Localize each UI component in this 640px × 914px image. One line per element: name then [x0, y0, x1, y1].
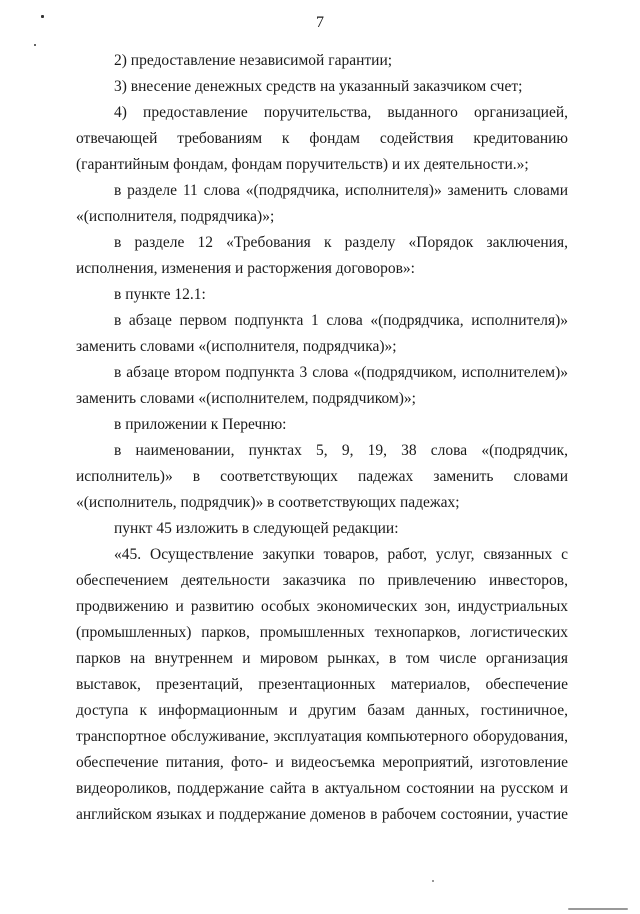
- text-line: отвечающей требованиям к фондам содействия кредитованию: [76, 130, 568, 147]
- text-line: в абзаце первом подпункта 1 слова «(подрядчика, исполнителя)»: [114, 312, 568, 329]
- document-body: [76, 48, 568, 828]
- text-line: обеспечением деятельности заказчика по привлечению инвесторов,: [76, 572, 568, 589]
- text-line: видеороликов, поддержание сайта в актуальном состоянии на русском и: [76, 780, 568, 797]
- text-line: 3) внесение денежных средств на указанный заказчиком счет;: [114, 78, 523, 95]
- text-line: исполнения, изменения и расторжения договоров»:: [76, 260, 415, 277]
- text-line: обеспечение питания, фото- и видеосъемка мероприятий, изготовление: [76, 754, 568, 771]
- text-line: заменить словами «(исполнителем, подрядчиком)»;: [76, 390, 416, 407]
- text-line: заменить словами «(исполнителя, подрядчика)»;: [76, 338, 397, 355]
- text-line: 4) предоставление поручительства, выданного организацией,: [114, 104, 568, 121]
- page-number: 7: [316, 14, 324, 31]
- text-line: выставок, презентаций, презентационных материалов, обеспечение: [76, 676, 568, 693]
- text-line: (гарантийным фондам, фондам поручительств) и их деятельности.»;: [76, 156, 529, 173]
- text-line: в пункте 12.1:: [114, 286, 206, 303]
- text-line: пункт 45 изложить в следующей редакции:: [114, 520, 399, 537]
- scan-edge-line: [568, 908, 628, 910]
- text-line: в наименовании, пунктах 5, 9, 19, 38 слова «(подрядчик,: [114, 442, 568, 459]
- text-line: (промышленных) парков, промышленных технопарков, логистических: [76, 624, 568, 641]
- text-line: в абзаце втором подпункта 3 слова «(подрядчиком, исполнителем)»: [114, 364, 568, 381]
- text-line: в разделе 12 «Требования к разделу «Порядок заключения,: [114, 234, 568, 251]
- text-line: 2) предоставление независимой гарантии;: [114, 52, 393, 69]
- text-line: доступа к информационным и другим базам данных, гостиничное,: [76, 702, 568, 719]
- text-line: в приложении к Перечню:: [114, 416, 287, 433]
- text-line: «(исполнителя, подрядчика)»;: [76, 208, 275, 225]
- text-line: транспортное обслуживание, эксплуатация компьютерного оборудования,: [76, 728, 568, 745]
- text-line: исполнитель)» в соответствующих падежах заменить словами: [76, 468, 568, 485]
- text-line: «45. Осуществление закупки товаров, работ, услуг, связанных с: [114, 546, 568, 563]
- scan-speck: [34, 44, 36, 46]
- text-line: продвижению и развитию особых экономических зон, индустриальных: [76, 598, 568, 615]
- text-line: английском языках и поддержание доменов в рабочем состоянии, участие: [76, 806, 568, 823]
- text-line: в разделе 11 слова «(подрядчика, исполнителя)» заменить словами: [114, 182, 568, 199]
- text-line: парков на внутреннем и мировом рынках, в том числе организация: [76, 650, 568, 667]
- scan-speck: [432, 880, 434, 882]
- text-line: «(исполнитель, подрядчик)» в соответствующих падежах;: [76, 494, 460, 511]
